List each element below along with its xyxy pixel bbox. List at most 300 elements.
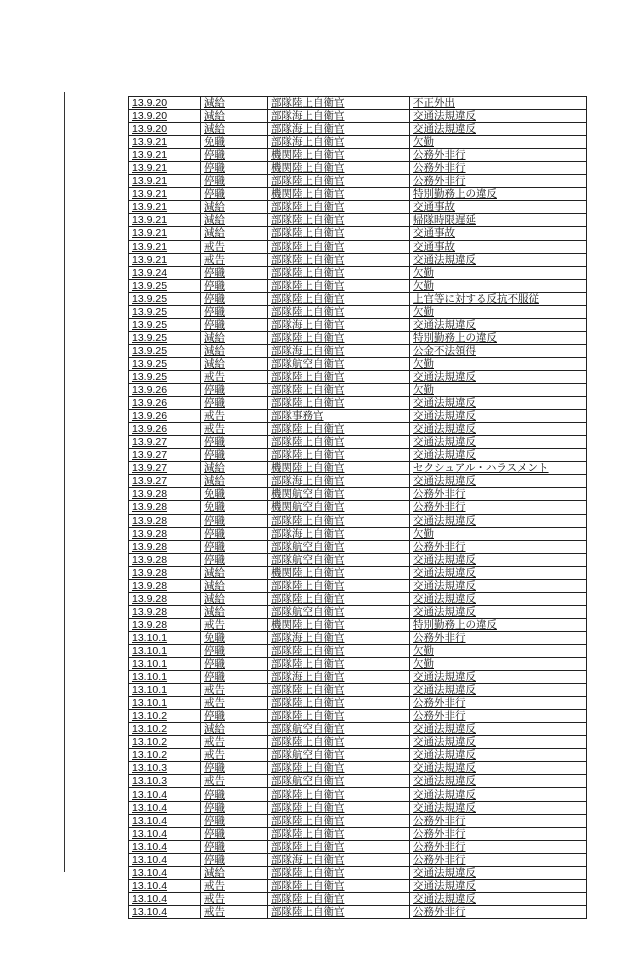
affiliation-cell [268, 514, 410, 527]
affiliation-cell [268, 618, 410, 631]
reason-cell-text: 公務外非行 [413, 540, 466, 553]
table-row [129, 149, 587, 162]
reason-cell-text: 上官等に対する反抗不服従 [413, 292, 539, 305]
affiliation-cell [268, 488, 410, 501]
affiliation-cell-text: 部隊陸上自衛官 [271, 905, 345, 918]
reason-cell [410, 736, 587, 749]
table-row [129, 658, 587, 671]
reason-cell-text: 交通法規違反 [413, 553, 476, 566]
reason-cell [410, 436, 587, 449]
date-cell [129, 97, 201, 110]
date-cell [129, 788, 201, 801]
reason-cell-text: 公務外非行 [413, 175, 466, 188]
penalty-cell-text: 停職 [204, 840, 225, 853]
table-row [129, 240, 587, 253]
penalty-cell-text: 停職 [204, 814, 225, 827]
affiliation-cell [268, 188, 410, 201]
penalty-cell [201, 201, 268, 214]
reason-cell-text: 公務外非行 [413, 697, 466, 710]
penalty-cell [201, 905, 268, 918]
affiliation-cell [268, 814, 410, 827]
penalty-cell-text: 減給 [204, 214, 225, 227]
affiliation-cell-text: 部隊陸上自衛官 [271, 762, 345, 775]
penalty-cell [201, 149, 268, 162]
affiliation-cell-text: 部隊陸上自衛官 [271, 97, 345, 110]
penalty-cell-text: 戒告 [204, 775, 225, 788]
reason-cell-text: 欠勤 [413, 266, 434, 279]
date-cell-text: 13.9.28 [132, 540, 168, 553]
penalty-cell [201, 644, 268, 657]
date-cell [129, 553, 201, 566]
penalty-cell [201, 892, 268, 905]
table-row [129, 123, 587, 136]
table-row [129, 710, 587, 723]
date-cell-text: 13.9.27 [132, 462, 168, 475]
reason-cell [410, 801, 587, 814]
penalty-cell [201, 462, 268, 475]
table-row [129, 801, 587, 814]
penalty-cell [201, 658, 268, 671]
date-cell [129, 697, 201, 710]
affiliation-cell-text: 部隊航空自衛官 [271, 605, 345, 618]
penalty-cell [201, 475, 268, 488]
date-cell [129, 344, 201, 357]
penalty-cell-text: 停職 [204, 149, 225, 162]
affiliation-cell [268, 644, 410, 657]
table-row [129, 684, 587, 697]
table-row [129, 384, 587, 397]
penalty-cell-text: 戒告 [204, 879, 225, 892]
reason-cell-text: 交通法規違反 [413, 449, 476, 462]
date-cell [129, 331, 201, 344]
affiliation-cell [268, 892, 410, 905]
date-cell [129, 488, 201, 501]
affiliation-cell-text: 部隊陸上自衛官 [271, 684, 345, 697]
penalty-cell-text: 停職 [204, 762, 225, 775]
penalty-cell-text: 停職 [204, 527, 225, 540]
reason-cell [410, 631, 587, 644]
date-cell-text: 13.9.25 [132, 357, 168, 370]
affiliation-cell-text: 部隊陸上自衛官 [271, 253, 345, 266]
table-row [129, 344, 587, 357]
penalty-cell-text: 減給 [204, 227, 225, 240]
affiliation-cell [268, 384, 410, 397]
penalty-cell-text: 停職 [204, 827, 225, 840]
affiliation-cell-text: 部隊陸上自衛官 [271, 279, 345, 292]
date-cell [129, 605, 201, 618]
date-cell [129, 775, 201, 788]
penalty-cell-text: 免職 [204, 136, 225, 149]
affiliation-cell-text: 部隊航空自衛官 [271, 540, 345, 553]
reason-cell-text: 交通法規違反 [413, 397, 476, 410]
date-cell-text: 13.10.4 [132, 801, 168, 814]
date-cell-text: 13.9.28 [132, 618, 168, 631]
date-cell-text: 13.10.4 [132, 866, 168, 879]
affiliation-cell [268, 449, 410, 462]
reason-cell-text: 交通法規違反 [413, 736, 476, 749]
penalty-cell [201, 592, 268, 605]
affiliation-cell-text: 部隊陸上自衛官 [271, 331, 345, 344]
reason-cell [410, 305, 587, 318]
reason-cell [410, 905, 587, 918]
penalty-cell [201, 853, 268, 866]
penalty-cell-text: 停職 [204, 384, 225, 397]
penalty-cell [201, 579, 268, 592]
affiliation-cell [268, 579, 410, 592]
affiliation-cell [268, 292, 410, 305]
affiliation-cell-text: 部隊陸上自衛官 [271, 436, 345, 449]
table-row [129, 175, 587, 188]
affiliation-cell-text: 部隊陸上自衛官 [271, 305, 345, 318]
reason-cell-text: 不正外出 [413, 97, 455, 110]
reason-cell-text: 公務外非行 [413, 853, 466, 866]
penalty-cell-text: 減給 [204, 462, 225, 475]
reason-cell-text: 公務外非行 [413, 501, 466, 514]
reason-cell-text: 公務外非行 [413, 162, 466, 175]
date-cell [129, 384, 201, 397]
penalty-cell [201, 449, 268, 462]
penalty-cell-text: 戒告 [204, 410, 225, 423]
reason-cell-text: 交通法規違反 [413, 788, 476, 801]
date-cell [129, 749, 201, 762]
affiliation-cell [268, 149, 410, 162]
reason-cell [410, 331, 587, 344]
date-cell-text: 13.9.28 [132, 514, 168, 527]
penalty-cell-text: 停職 [204, 788, 225, 801]
reason-cell [410, 318, 587, 331]
penalty-cell-text: 停職 [204, 162, 225, 175]
date-cell-text: 13.9.26 [132, 384, 168, 397]
date-cell [129, 149, 201, 162]
affiliation-cell [268, 801, 410, 814]
penalty-cell [201, 710, 268, 723]
affiliation-cell-text: 部隊陸上自衛官 [271, 175, 345, 188]
penalty-cell [201, 175, 268, 188]
table-row [129, 475, 587, 488]
date-cell-text: 13.9.28 [132, 553, 168, 566]
table-row [129, 540, 587, 553]
affiliation-cell-text: 部隊航空自衛官 [271, 749, 345, 762]
date-cell-text: 13.10.2 [132, 749, 168, 762]
date-cell [129, 266, 201, 279]
affiliation-cell-text: 部隊航空自衛官 [271, 553, 345, 566]
date-cell [129, 631, 201, 644]
penalty-cell-text: 減給 [204, 331, 225, 344]
penalty-cell-text: 停職 [204, 436, 225, 449]
penalty-cell-text: 減給 [204, 866, 225, 879]
date-cell [129, 201, 201, 214]
penalty-cell [201, 553, 268, 566]
affiliation-cell [268, 658, 410, 671]
affiliation-cell [268, 305, 410, 318]
table-row [129, 318, 587, 331]
penalty-cell [201, 827, 268, 840]
penalty-cell [201, 527, 268, 540]
penalty-cell-text: 減給 [204, 357, 225, 370]
date-cell-text: 13.9.20 [132, 123, 168, 136]
reason-cell-text: 欠勤 [413, 644, 434, 657]
penalty-cell [201, 814, 268, 827]
affiliation-cell-text: 部隊陸上自衛官 [271, 371, 345, 383]
affiliation-cell-text: 部隊航空自衛官 [271, 775, 345, 788]
date-cell [129, 136, 201, 149]
table-row [129, 201, 587, 214]
reason-cell [410, 775, 587, 788]
affiliation-cell [268, 370, 410, 383]
date-cell-text: 13.9.25 [132, 331, 168, 344]
date-cell [129, 357, 201, 370]
reason-cell [410, 149, 587, 162]
penalty-cell-text: 停職 [204, 188, 225, 201]
penalty-cell [201, 110, 268, 123]
date-cell-text: 13.9.25 [132, 292, 168, 305]
penalty-cell-text: 戒告 [204, 253, 225, 266]
penalty-cell [201, 697, 268, 710]
date-cell-text: 13.10.1 [132, 671, 168, 684]
affiliation-cell-text: 機関陸上自衛官 [271, 618, 345, 631]
reason-cell [410, 618, 587, 631]
penalty-cell [201, 162, 268, 175]
reason-cell-text: 交通法規違反 [413, 892, 476, 905]
table-row [129, 110, 587, 123]
reason-cell [410, 501, 587, 514]
date-cell-text: 13.9.28 [132, 527, 168, 540]
table-row [129, 462, 587, 475]
table-row [129, 866, 587, 879]
table-row [129, 227, 587, 240]
date-cell-text: 13.9.21 [132, 188, 168, 201]
penalty-cell [201, 736, 268, 749]
table-row [129, 136, 587, 149]
reason-cell [410, 123, 587, 136]
table-row [129, 762, 587, 775]
date-cell-text: 13.9.21 [132, 136, 168, 149]
table-row [129, 357, 587, 370]
penalty-cell-text: 減給 [204, 475, 225, 488]
affiliation-cell [268, 344, 410, 357]
table-row [129, 605, 587, 618]
date-cell-text: 13.9.28 [132, 592, 168, 605]
penalty-cell-text: 戒告 [204, 618, 225, 631]
penalty-cell [201, 540, 268, 553]
penalty-cell [201, 501, 268, 514]
affiliation-cell [268, 397, 410, 410]
reason-cell [410, 384, 587, 397]
affiliation-cell-text: 部隊陸上自衛官 [271, 801, 345, 814]
affiliation-cell-text: 部隊陸上自衛官 [271, 449, 345, 462]
affiliation-cell-text: 部隊陸上自衛官 [271, 240, 345, 253]
date-cell-text: 13.10.4 [132, 892, 168, 905]
affiliation-cell [268, 501, 410, 514]
table-row [129, 775, 587, 788]
penalty-cell [201, 749, 268, 762]
reason-cell [410, 762, 587, 775]
penalty-cell-text: 停職 [204, 305, 225, 318]
reason-cell-text: 特別勤務上の違反 [413, 188, 497, 201]
table-row [129, 644, 587, 657]
date-cell-text: 13.10.4 [132, 879, 168, 892]
affiliation-cell-text: 部隊陸上自衛官 [271, 514, 345, 527]
affiliation-cell [268, 214, 410, 227]
reason-cell-text: 交通法規違反 [413, 723, 476, 736]
reason-cell [410, 579, 587, 592]
affiliation-cell [268, 462, 410, 475]
penalty-cell [201, 684, 268, 697]
reason-cell-text: 交通法規違反 [413, 371, 476, 383]
penalty-cell-text: 戒告 [204, 684, 225, 697]
affiliation-cell-text: 部隊陸上自衛官 [271, 592, 345, 605]
table-row [129, 527, 587, 540]
affiliation-cell [268, 566, 410, 579]
reason-cell-text: 交通法規違反 [413, 110, 476, 123]
affiliation-cell [268, 723, 410, 736]
disciplinary-records-table [128, 96, 587, 919]
affiliation-cell-text: 部隊陸上自衛官 [271, 644, 345, 657]
penalty-cell-text: 減給 [204, 201, 225, 214]
reason-cell [410, 253, 587, 266]
date-cell [129, 214, 201, 227]
table-row [129, 631, 587, 644]
reason-cell-text: 公務外非行 [413, 840, 466, 853]
affiliation-cell [268, 866, 410, 879]
reason-cell-text: 交通法規違反 [413, 475, 476, 488]
table-row [129, 292, 587, 305]
affiliation-cell-text: 部隊陸上自衛官 [271, 397, 345, 410]
date-cell-text: 13.9.25 [132, 279, 168, 292]
penalty-cell [201, 188, 268, 201]
affiliation-cell [268, 684, 410, 697]
date-cell-text: 13.10.2 [132, 723, 168, 736]
penalty-cell-text: 停職 [204, 175, 225, 188]
reason-cell [410, 201, 587, 214]
table-row [129, 892, 587, 905]
date-cell [129, 671, 201, 684]
reason-cell [410, 723, 587, 736]
affiliation-cell-text: 機関航空自衛官 [271, 488, 345, 501]
affiliation-cell [268, 775, 410, 788]
table-row [129, 814, 587, 827]
affiliation-cell [268, 853, 410, 866]
reason-cell-text: 欠勤 [413, 527, 434, 540]
date-cell-text: 13.9.25 [132, 371, 168, 383]
reason-cell [410, 344, 587, 357]
reason-cell [410, 370, 587, 383]
table-row [129, 397, 587, 410]
penalty-cell [201, 344, 268, 357]
date-cell [129, 618, 201, 631]
penalty-cell [201, 866, 268, 879]
penalty-cell-text: 減給 [204, 123, 225, 136]
reason-cell [410, 658, 587, 671]
date-cell [129, 240, 201, 253]
penalty-cell [201, 253, 268, 266]
reason-cell-text: 交通事故 [413, 201, 455, 214]
affiliation-cell [268, 110, 410, 123]
reason-cell [410, 566, 587, 579]
affiliation-cell-text: 機関陸上自衛官 [271, 566, 345, 579]
reason-cell [410, 671, 587, 684]
table-row [129, 566, 587, 579]
affiliation-cell-text: 部隊海上自衛官 [271, 631, 345, 644]
reason-cell-text: 交通法規違反 [413, 253, 476, 266]
affiliation-cell [268, 318, 410, 331]
penalty-cell-text: 停職 [204, 514, 225, 527]
affiliation-cell [268, 879, 410, 892]
affiliation-cell-text: 部隊航空自衛官 [271, 357, 345, 370]
reason-cell [410, 397, 587, 410]
affiliation-cell [268, 749, 410, 762]
date-cell [129, 658, 201, 671]
table-row [129, 188, 587, 201]
date-cell-text: 13.9.26 [132, 423, 168, 436]
date-cell [129, 566, 201, 579]
affiliation-cell [268, 788, 410, 801]
penalty-cell-text: 減給 [204, 723, 225, 736]
reason-cell-text: 欠勤 [413, 357, 434, 370]
date-cell [129, 710, 201, 723]
date-cell-text: 13.10.1 [132, 684, 168, 697]
date-cell-text: 13.10.4 [132, 814, 168, 827]
date-cell [129, 736, 201, 749]
date-cell-text: 13.9.21 [132, 253, 168, 266]
reason-cell [410, 266, 587, 279]
affiliation-cell-text: 部隊陸上自衛官 [271, 892, 345, 905]
affiliation-cell-text: 部隊陸上自衛官 [271, 266, 345, 279]
affiliation-cell-text: 部隊海上自衛官 [271, 136, 345, 149]
table-row [129, 449, 587, 462]
penalty-cell-text: 戒告 [204, 892, 225, 905]
reason-cell [410, 488, 587, 501]
table-row [129, 671, 587, 684]
reason-cell-text: 交通法規違反 [413, 423, 476, 436]
date-cell [129, 123, 201, 136]
reason-cell [410, 227, 587, 240]
penalty-cell [201, 775, 268, 788]
reason-cell [410, 462, 587, 475]
reason-cell [410, 814, 587, 827]
penalty-cell [201, 488, 268, 501]
affiliation-cell [268, 553, 410, 566]
penalty-cell-text: 減給 [204, 592, 225, 605]
reason-cell-text: 交通法規違反 [413, 762, 476, 775]
page-margin-line [64, 92, 65, 872]
affiliation-cell [268, 253, 410, 266]
reason-cell-text: 交通事故 [413, 240, 455, 253]
reason-cell [410, 527, 587, 540]
date-cell [129, 292, 201, 305]
reason-cell-text: 欠勤 [413, 136, 434, 149]
date-cell [129, 879, 201, 892]
date-cell [129, 684, 201, 697]
reason-cell-text: 公務外非行 [413, 710, 466, 723]
reason-cell-text: セクシュアル・ハラスメント [413, 462, 549, 475]
affiliation-cell-text: 機関陸上自衛官 [271, 188, 345, 201]
date-cell-text: 13.10.4 [132, 840, 168, 853]
affiliation-cell-text: 部隊陸上自衛官 [271, 736, 345, 749]
affiliation-cell-text: 部隊陸上自衛官 [271, 788, 345, 801]
affiliation-cell [268, 201, 410, 214]
reason-cell [410, 136, 587, 149]
date-cell-text: 13.10.2 [132, 710, 168, 723]
affiliation-cell-text: 機関陸上自衛官 [271, 462, 345, 475]
affiliation-cell-text: 部隊海上自衛官 [271, 318, 345, 331]
table-row [129, 723, 587, 736]
penalty-cell [201, 240, 268, 253]
penalty-cell [201, 97, 268, 110]
table-row [129, 553, 587, 566]
penalty-cell [201, 566, 268, 579]
penalty-cell [201, 227, 268, 240]
